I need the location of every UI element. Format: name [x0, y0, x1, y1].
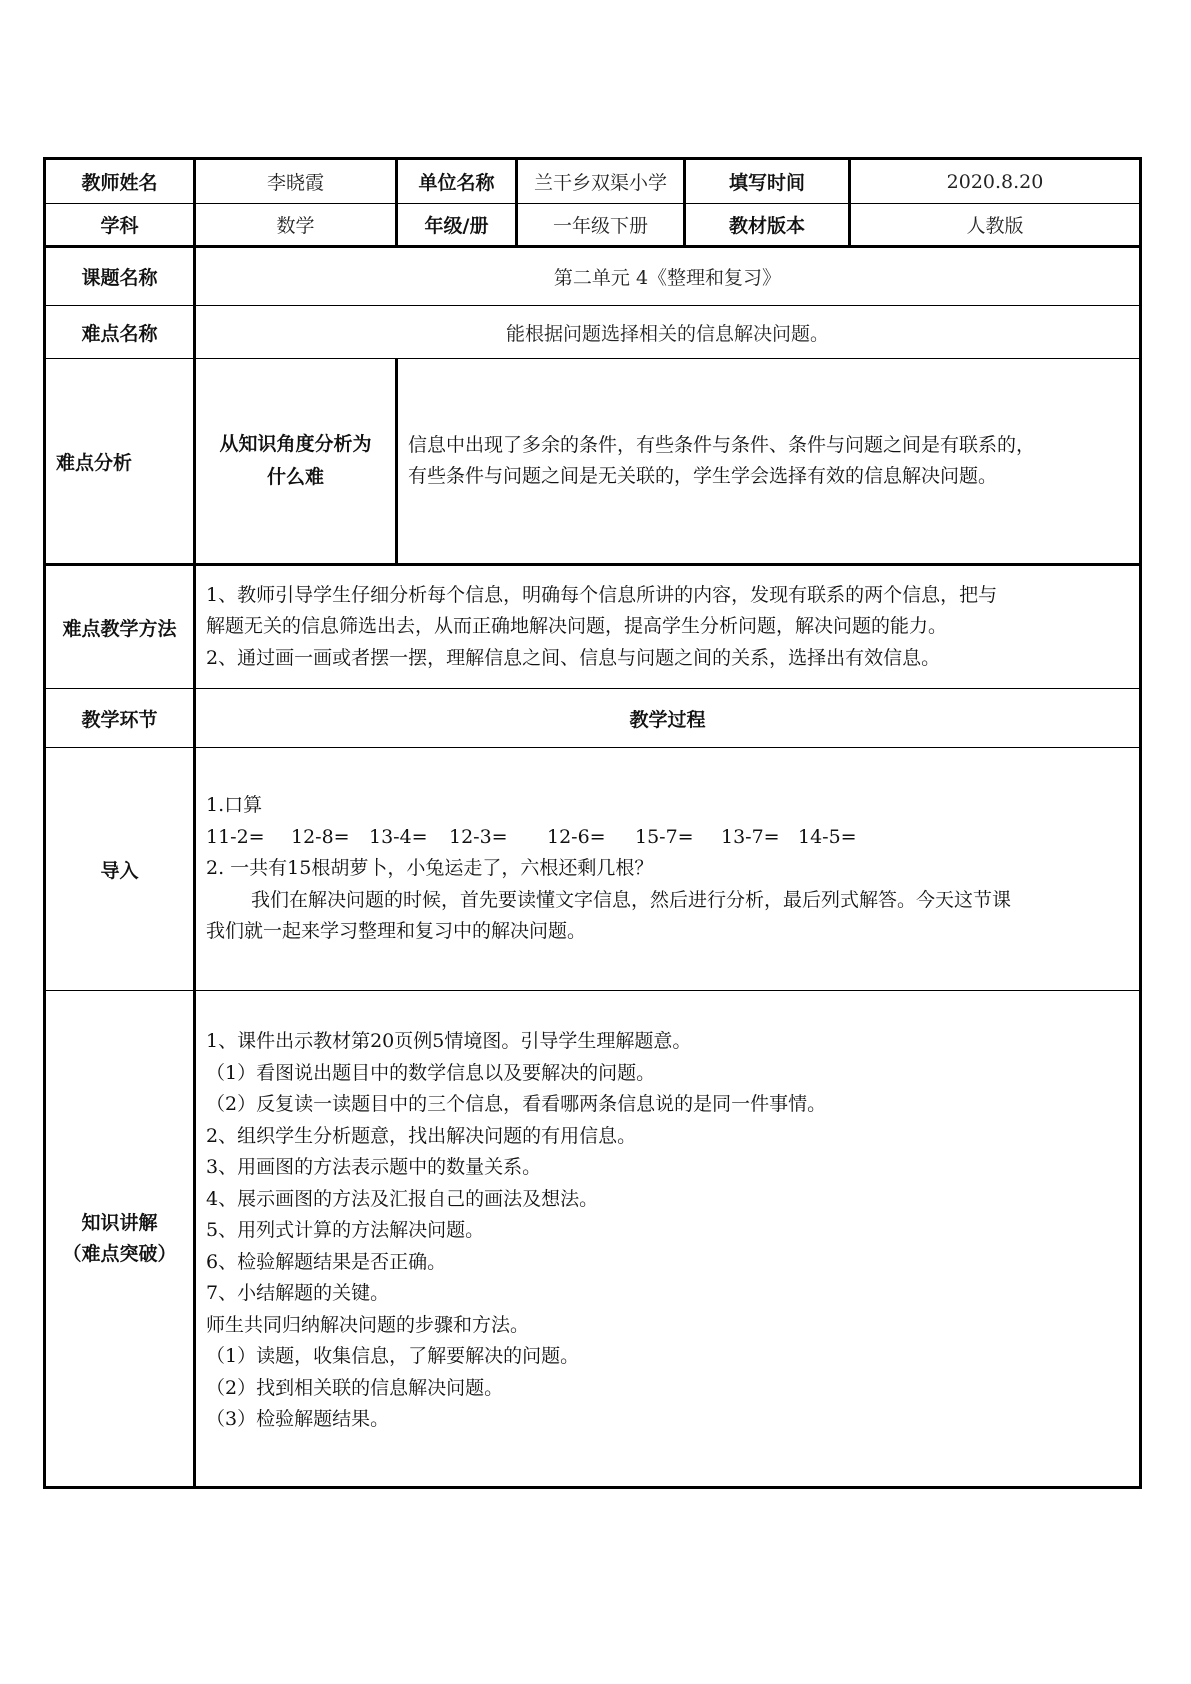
- knowledge-label-line-1: 知识讲解: [81, 1211, 158, 1234]
- knowledge-line: （2）反复读一读题目中的三个信息，看看哪两条信息说的是同一件事情。: [206, 1093, 827, 1115]
- subject-value: 数学: [195, 204, 397, 247]
- edition-label: 教材版本: [685, 204, 850, 247]
- teaching-stage-header: 教学环节: [45, 689, 195, 748]
- intro-label: 导入: [45, 748, 195, 991]
- grade-value: 一年级下册: [517, 204, 685, 247]
- expression: 13-7=: [721, 825, 780, 848]
- expression: 12-6=: [547, 825, 606, 848]
- topic-label: 课题名称: [45, 247, 195, 306]
- teaching-method-content: [195, 565, 1141, 689]
- teaching-method-label: 难点教学方法: [45, 565, 195, 689]
- teaching-process-header: 教学过程: [195, 689, 1141, 748]
- intro-content: [195, 748, 1141, 991]
- topic-value: 第二单元 4《整理和复习》: [195, 247, 1141, 306]
- knowledge-line: 师生共同归纳解决问题的步骤和方法。: [206, 1313, 530, 1336]
- expression: 13-4=: [369, 825, 428, 848]
- teacher-name-value: 李晓霞: [195, 159, 397, 204]
- expression: 12-3=: [449, 825, 508, 848]
- expression: 12-8=: [291, 825, 350, 848]
- knowledge-label: [45, 991, 195, 1488]
- lesson-plan-table: [43, 157, 1142, 1489]
- intro-paragraph-line-2: 我们就一起来学习整理和复习中的解决问题。: [206, 920, 587, 943]
- knowledge-line: （1）看图说出题目中的数学信息以及要解决的问题。: [206, 1061, 656, 1084]
- intro-line-1: 1.口算: [206, 794, 263, 817]
- knowledge-line: 2、组织学生分析题意，找出解决问题的有用信息。: [206, 1124, 637, 1147]
- grade-label: 年级/册: [397, 204, 517, 247]
- method-line-3: 2、通过画一画或者摆一摆，理解信息之间、信息与问题之间的关系，选择出有效信息。: [206, 646, 941, 669]
- difficulty-name-value: 能根据问题选择相关的信息解决问题。: [195, 306, 1141, 359]
- subject-label: 学科: [45, 204, 195, 247]
- difficulty-name-label: 难点名称: [45, 306, 195, 359]
- knowledge-line: 1、课件出示教材第20页例5情境图。引导学生理解题意。: [206, 1030, 692, 1052]
- difficulty-analysis-label: 难点分析: [45, 359, 195, 565]
- intro-line-3: 2. 一共有15根胡萝卜，小兔运走了，六根还剩几根？: [206, 857, 654, 880]
- intro-expressions: [206, 822, 1139, 854]
- analysis-sub-label-line-2: 什么难: [266, 466, 324, 488]
- fill-date-value: 2020.8.20: [850, 159, 1141, 204]
- knowledge-line: 7、小结解题的关键。: [206, 1282, 390, 1304]
- analysis-content: [397, 359, 1141, 565]
- knowledge-content: [195, 991, 1141, 1488]
- analysis-sub-label-line-1: 从知识角度分析为: [219, 433, 372, 455]
- analysis-line-1: 信息中出现了多余的条件，有些条件与条件、条件与问题之间是有联系的，: [408, 433, 1036, 456]
- method-line-1: 1、教师引导学生仔细分析每个信息，明确每个信息所讲的内容，发现有联系的两个信息，把与: [206, 583, 998, 606]
- knowledge-line: （3）检验解题结果。: [206, 1408, 390, 1430]
- knowledge-line: 4、展示画图的方法及汇报自己的画法及想法。: [206, 1187, 599, 1210]
- intro-paragraph-line-1: 我们在解决问题的时候，首先要读懂文字信息，然后进行分析，最后列式解答。今天这节课: [251, 888, 1012, 911]
- knowledge-label-line-2: （难点突破）: [62, 1242, 177, 1265]
- knowledge-line: 5、用列式计算的方法解决问题。: [206, 1219, 485, 1241]
- teacher-name-label: 教师姓名: [45, 159, 195, 204]
- analysis-line-2: 有些条件与问题之间是无关联的，学生学会选择有效的信息解决问题。: [408, 465, 998, 487]
- fill-date-label: 填写时间: [685, 159, 850, 204]
- unit-name-value: 兰干乡双渠小学: [517, 159, 685, 204]
- analysis-sub-label: [195, 359, 397, 565]
- knowledge-line: （2）找到相关联的信息解决问题。: [206, 1376, 504, 1399]
- knowledge-line: （1）读题，收集信息，了解要解决的问题。: [206, 1345, 580, 1367]
- knowledge-line: 6、检验解题结果是否正确。: [206, 1250, 447, 1273]
- edition-value: 人教版: [850, 204, 1141, 247]
- expression: 15-7=: [635, 825, 694, 848]
- knowledge-line: 3、用画图的方法表示题中的数量关系。: [206, 1156, 542, 1178]
- expression: 11-2=: [206, 825, 265, 848]
- method-line-2: 解题无关的信息筛选出去，从而正确地解决问题，提高学生分析问题，解决问题的能力。: [206, 615, 948, 638]
- unit-name-label: 单位名称: [397, 159, 517, 204]
- expression: 14-5=: [798, 825, 857, 848]
